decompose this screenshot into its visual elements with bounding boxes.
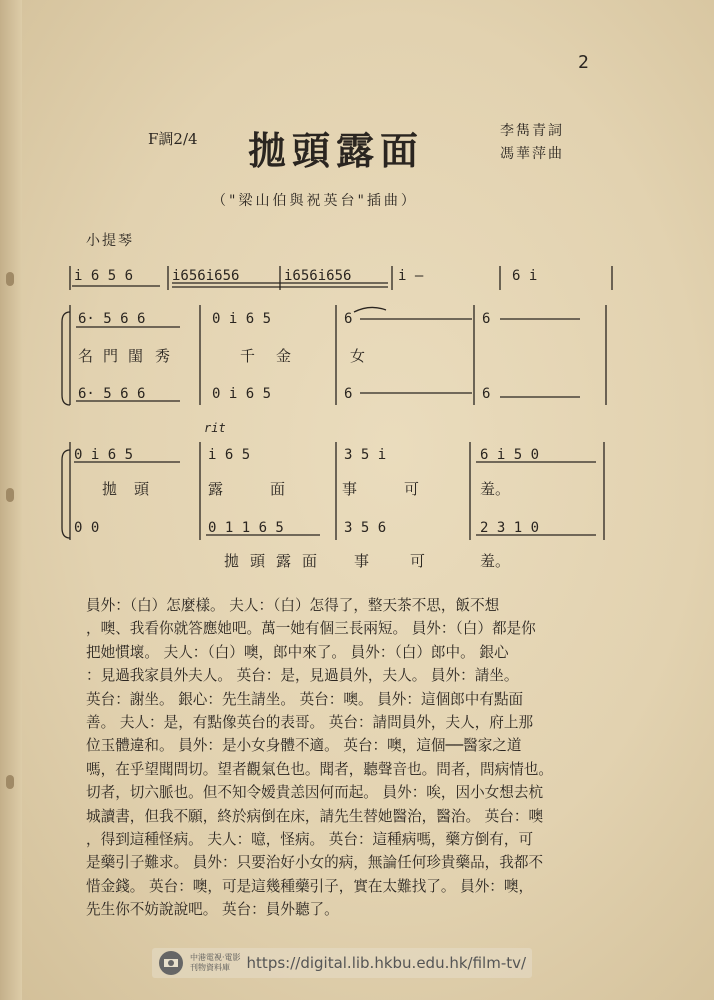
lyricist-credit: 李雋青詞 <box>500 123 564 139</box>
score-bar: 6 i <box>512 268 538 284</box>
score-bar: 6 <box>344 311 353 327</box>
score-bar: 6 <box>344 386 353 402</box>
score-bar: 6 i 5 0 <box>480 447 540 463</box>
dialogue-line: 位玉體違和。 員外：是小女身體不適。 英台：噢，這個──醫家之道 <box>86 737 522 755</box>
dialogue-line: 嗎，在乎望聞問切。望者觀氣色也。聞者，聽聲音也。問者，問病情也。 <box>86 760 554 778</box>
lyric: 金 <box>276 347 292 365</box>
key-signature: F調2/4 <box>148 130 198 148</box>
score-bar: 0 i 6 5 <box>212 386 272 402</box>
score-system-1 <box>62 305 606 405</box>
lyric: 拋 <box>102 480 118 498</box>
score-bar: 0 0 <box>74 520 100 536</box>
watermark-org-line: 中港電視·電影 <box>190 953 241 962</box>
song-subtitle: （"梁山伯與祝英台"插曲） <box>212 193 418 209</box>
score-system-2 <box>62 442 604 570</box>
lyric: 羞。 <box>480 480 511 498</box>
score-bar: i — <box>398 268 424 284</box>
score-bar: 0 i 6 5 <box>74 447 134 463</box>
score-bar: i656i656 <box>172 268 240 284</box>
lyric: 門 <box>103 347 119 365</box>
lyric: 露 <box>208 480 224 498</box>
dialogue-text <box>86 594 616 922</box>
lyric: 事 <box>354 552 370 570</box>
lyric: 頭 <box>134 480 150 498</box>
archive-logo-icon <box>158 950 184 976</box>
score-bar: i656i656 <box>284 268 352 284</box>
lyric: 面 <box>302 552 318 570</box>
binding-hole <box>6 775 14 789</box>
dialogue-line: 善。 夫人：是，有點像英台的表哥。 英台：請問員外，夫人，府上那 <box>86 714 534 732</box>
score-bar: i 6 5 <box>208 447 251 463</box>
watermark-url[interactable]: https://digital.lib.hkbu.edu.hk/film-tv/ <box>246 954 527 972</box>
dialogue-line: 先生你不妨說說吧。 英台：員外聽了。 <box>86 901 339 919</box>
dialogue-line: ，噢、我看你就答應她吧。萬一她有個三長兩短。 員外：（白）都是你 <box>86 620 536 638</box>
score-bar: 6· 5 6 6 <box>78 386 146 402</box>
lyric: 頭 <box>250 552 266 570</box>
lyric: 女 <box>350 347 366 365</box>
archive-watermark <box>152 948 532 978</box>
lyric: 拋 <box>224 552 240 570</box>
dialogue-line: 城讀書，但我不願，終於病倒在床，請先生替她醫治，醫治。 英台：噢 <box>86 807 544 825</box>
lyric: 秀 <box>155 347 171 365</box>
score-bar: i 6 5 6 <box>74 268 134 284</box>
intro-label: 小提琴 <box>86 233 134 249</box>
score-bar: 6 <box>482 386 491 402</box>
dialogue-line: 把她慣壞。 夫人：（白）噢，郎中來了。 員外：（白）郎中。 銀心 <box>86 643 509 661</box>
dialogue-line: 員外：（白）怎麼樣。 夫人：（白）怎得了，整天茶不思，飯不想 <box>86 597 500 614</box>
score-bar: 3 5 i <box>344 447 387 463</box>
dialogue-line: 切者，切六脈也。但不知令嫒貴恙因何而起。 員外：唉，因小女想去杭 <box>86 784 544 802</box>
dialogue-line: 惜金錢。 英台：噢，可是這幾種藥引子，實在太難找了。 員外：噢， <box>86 877 534 895</box>
watermark-org-line: 刊物資料庫 <box>190 963 230 972</box>
dialogue-line: 英台：謝坐。 銀心：先生請坐。 英台：噢。 員外：這個郎中有點面 <box>86 690 524 708</box>
score-bar: 6 <box>482 311 491 327</box>
score-bar: 3 5 6 <box>344 520 387 536</box>
lyric: 名 <box>78 347 94 365</box>
dialogue-line: ：見過我家員外夫人。 英台：是，見過員外，夫人。 員外：請坐。 <box>86 667 519 685</box>
lyric: 閨 <box>128 347 144 365</box>
lyric: 羞。 <box>480 552 511 570</box>
intro-line <box>70 266 612 290</box>
score-bar: 0 i 6 5 <box>212 311 272 327</box>
tempo-marking: rit <box>204 421 226 435</box>
score-bar: 0 1 1 6 5 <box>208 520 284 536</box>
dialogue-line: 是藥引子難求。 員外：只要治好小女的病，無論任何珍貴藥品，我都不 <box>86 854 544 872</box>
song-title: 拋頭露面 <box>248 128 425 173</box>
score-bar: 2 3 1 0 <box>480 520 540 536</box>
composer-credit: 馮華萍曲 <box>500 146 564 162</box>
lyric: 可 <box>404 480 420 498</box>
page-number: 2 <box>578 52 589 73</box>
dialogue-line: ，得到這種怪病。 夫人：噫，怪病。 英台：這種病嗎，藥方倒有，可 <box>86 831 534 849</box>
score-bar: 6· 5 6 6 <box>78 311 146 327</box>
lyric: 千 <box>240 347 256 365</box>
lyric: 可 <box>410 552 426 570</box>
lyric: 事 <box>342 480 358 498</box>
lyric: 露 <box>276 552 292 570</box>
lyric: 面 <box>270 480 286 498</box>
